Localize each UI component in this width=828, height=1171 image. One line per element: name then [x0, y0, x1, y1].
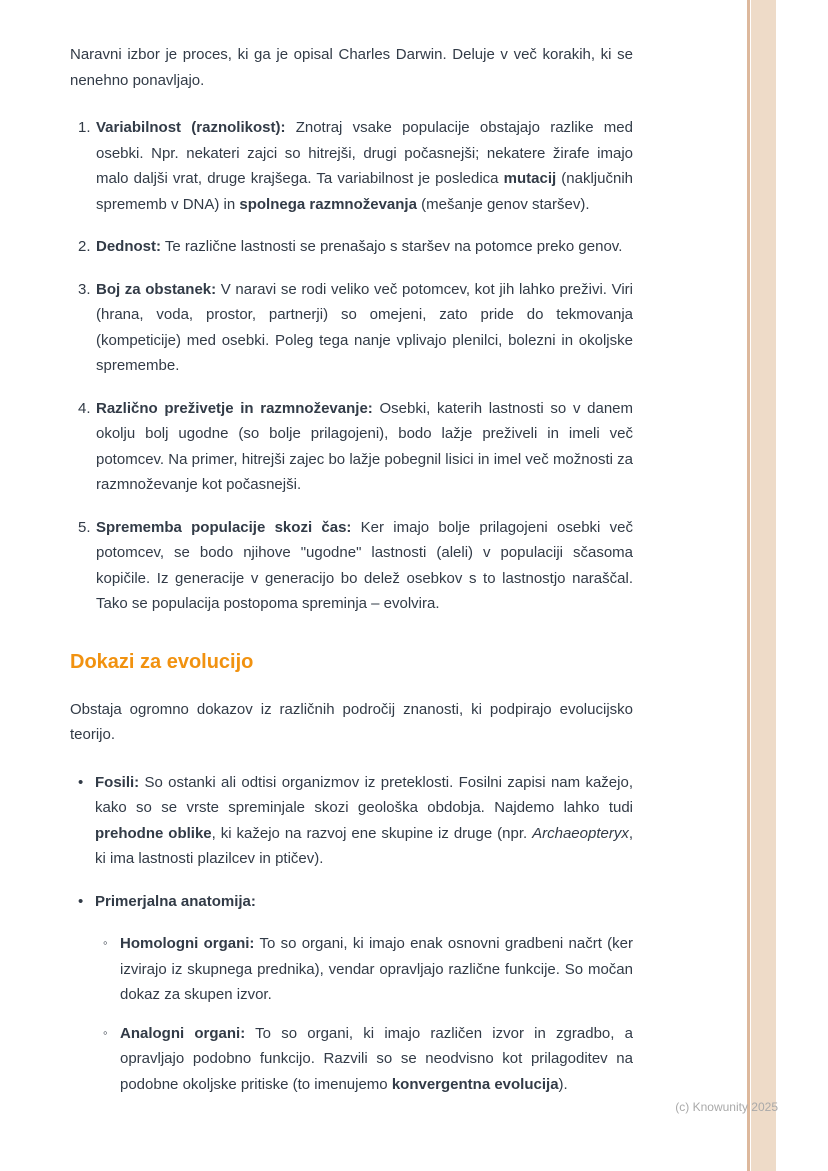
document-content — [70, 42, 633, 1110]
sub-bullet-marker: ◦ — [103, 1024, 108, 1040]
item-marker: 2. — [78, 238, 91, 255]
numbered-item-5 — [70, 515, 633, 617]
numbered-list — [70, 115, 633, 617]
bullet-marker: • — [78, 892, 84, 910]
item-marker: 4. — [78, 399, 91, 417]
item-marker: 5. — [78, 518, 91, 536]
numbered-item-1 — [70, 115, 633, 217]
item-text: Različno preživetje in razmnoževanje: Osebki, katerih lastnosti so v danem okolju bolj ugodne (so bolje prilagojeni), bodo lažje preživeli in imeli več potomcev. Na primer, hitrejši zajec bo lažje pobegnil lisici in imel več možnosti za razmnoževanje kot počasnejši. — [96, 399, 633, 493]
anatomija-sublist — [70, 931, 633, 1097]
numbered-item-2 — [70, 234, 633, 260]
item-marker: 1. — [78, 119, 91, 136]
item-text: Boj za obstanek: V naravi se rodi veliko več potomcev, kot jih lahko preživi. Viri (hrana, voda, prostor, partnerji) so omejeni, zato pride do tekmovanja (kompeticije) med osebki. Poleg tega nanje vplivajo plenilci, bolezni in okoljske spremembe. — [96, 280, 633, 374]
item-text: Dednost: Te različne lastnosti se prenašajo s staršev na potomce preko genov. — [96, 238, 623, 255]
evidence-item-fosili — [70, 770, 633, 872]
item-text: Fosili: So ostanki ali odtisi organizmov iz preteklosti. Fosilni zapisi nam kažejo, kako so se vrste spreminjale skozi geološka obdobja. Najdemo lahko tudi prehodne oblike, ki kažejo na razvoj ene skupine iz druge (npr. Archaeopteryx, ki ima lastnosti plazilcev in ptičev). — [95, 773, 634, 867]
section-heading: Dokazi za evolucijo — [70, 650, 254, 673]
watermark: (c) Knowunity 2025 — [675, 1099, 778, 1114]
sub-bullet-marker: ◦ — [103, 935, 108, 950]
sub-item-analogni — [95, 1021, 633, 1098]
intro-paragraph: Naravni izbor je proces, ki ga je opisal Charles Darwin. Deluje v več korakih, ki se nenehno ponavljajo. — [70, 46, 633, 89]
item-text: Variabilnost (raznolikost): Znotraj vsake populacije obstajajo razlike med osebki. Npr. nekateri zajci so hitrejši, drugi počasnejši; nekatere žirafe imajo malo daljši vrat, druge krajšega. Ta variabilnost je posledica mutacij (naključnih sprememb v DNA) in spolnega razmnoževanja (mešanje genov staršev). — [96, 119, 633, 213]
item-text: Analogni organi: To so organi, ki imajo različen izvor in zgradbo, a opravljajo podobno funkcijo. Razvili so se neodvisno kot prilagoditev na podobne okoljske pritiske (to imenujemo konvergentna evolucija). — [120, 1024, 633, 1093]
item-text: Sprememba populacije skozi čas: Ker imajo bolje prilagojeni osebki več potomcev, se bodo njihove "ugodne" lastnosti (aleli) v populaciji sčasoma kopičile. Iz generacije v generacijo bo delež osebkov s to lastnostjo naraščal. Tako se populacija postopoma spreminja – evolvira. — [96, 518, 633, 612]
bullet-marker: • — [78, 773, 84, 791]
numbered-item-4 — [70, 396, 633, 498]
item-marker: 3. — [78, 280, 91, 298]
page-edge-band — [751, 0, 776, 1171]
page-edge-line — [747, 0, 750, 1171]
section-intro-paragraph: Obstaja ogromno dokazov iz različnih področij znanosti, ki podpirajo evolucijsko teorijo. — [70, 700, 633, 743]
item-text: Primerjalna anatomija: — [95, 892, 256, 910]
sub-item-homologni — [95, 931, 633, 1008]
item-text: Homologni organi: To so organi, ki imajo enak osnovni gradbeni načrt (ker izvirajo iz skupnega prednika), vendar opravljajo različne funkcije. So močan dokaz za skupen izvor. — [120, 935, 633, 1003]
evidence-list — [70, 770, 633, 1098]
numbered-item-3 — [70, 277, 633, 379]
evidence-item-anatomija — [70, 889, 633, 915]
